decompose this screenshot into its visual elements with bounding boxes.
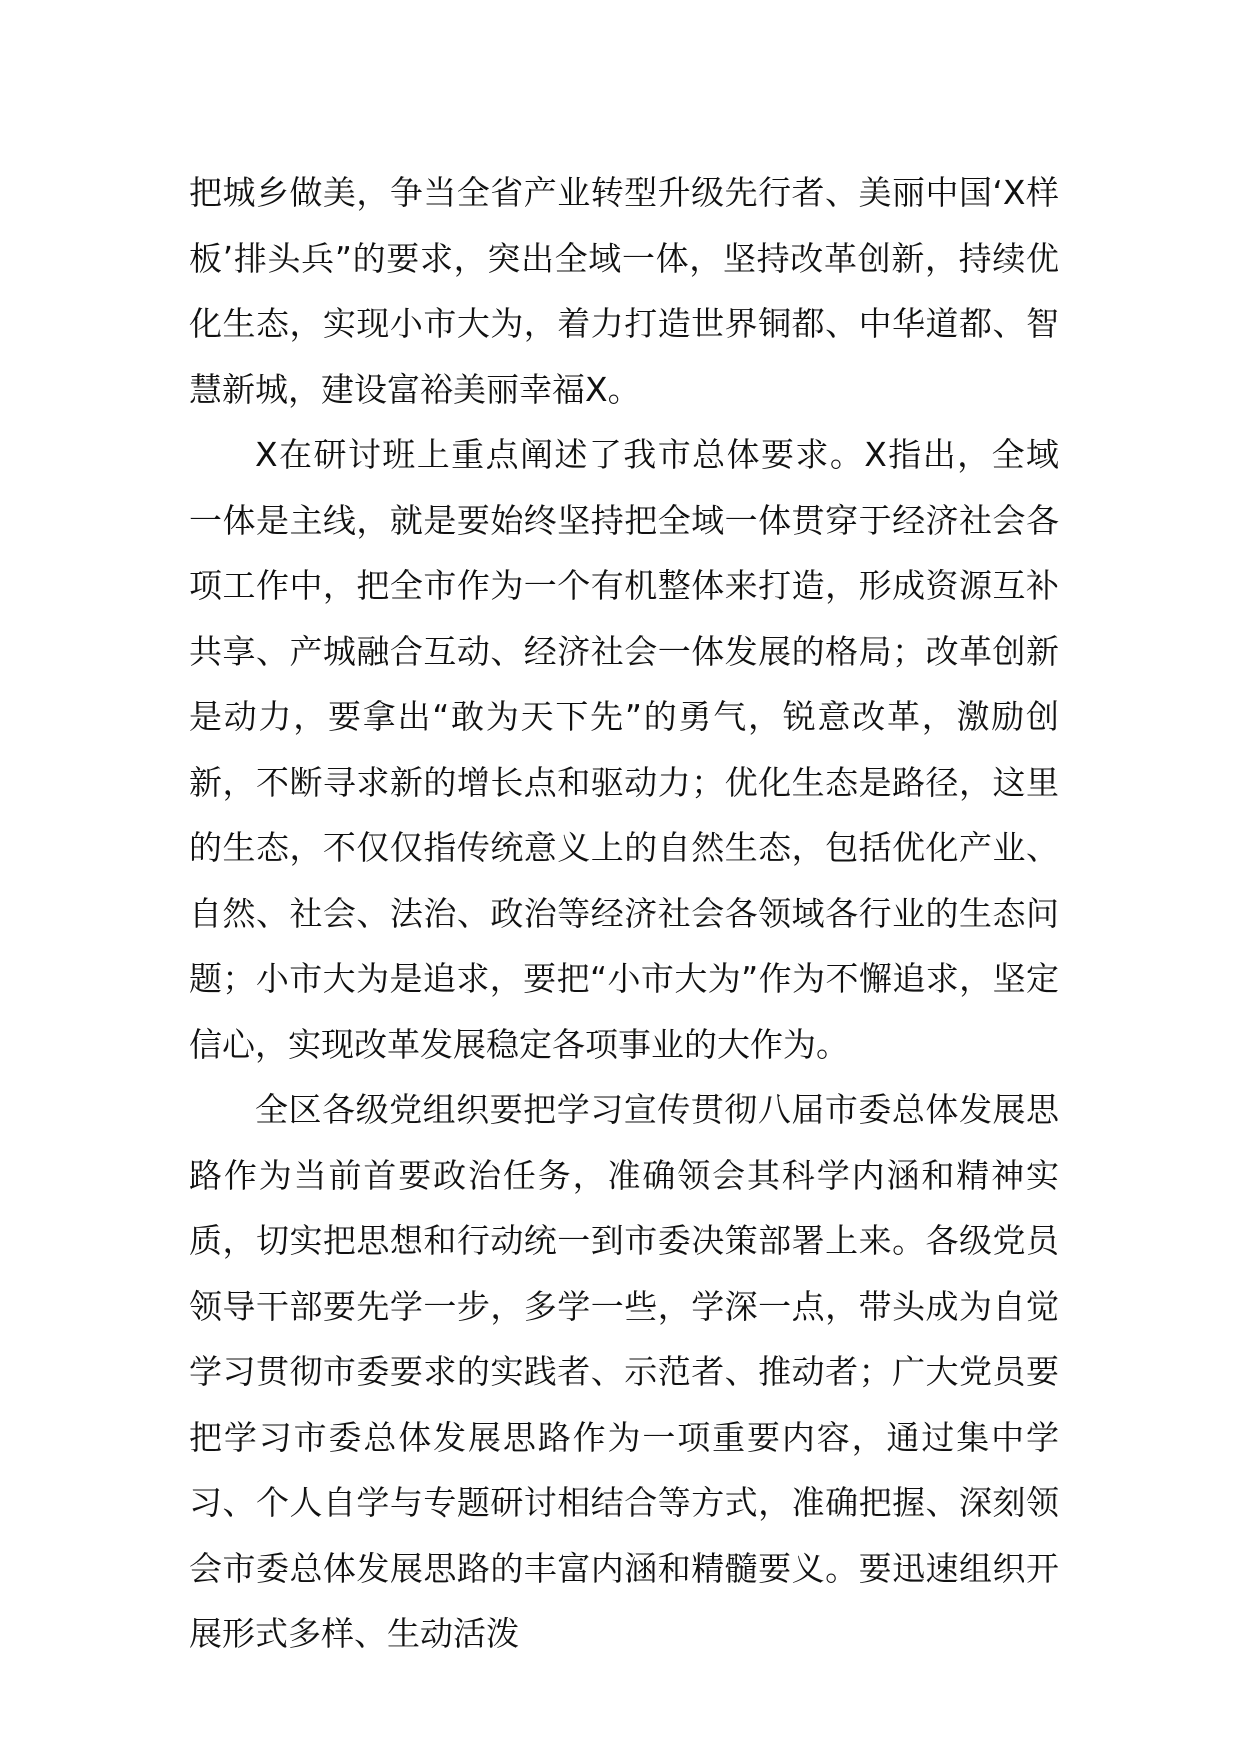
paragraph-2: X在研讨班上重点阐述了我市总体要求。X指出，全域一体是主线，就是要始终坚持把全域一体贯穿于经济社会各项工作中，把全市作为一个有机整体来打造，形成资源互补共享、产城融合互动、经济社会一体发展的格局；改革创新是动力，要拿出“敢为天下先”的勇气，锐意改革，激励创新，不断寻求新的增长点和驱动力；优化生态是路径，这里的生态，不仅仅指传统意义上的自然生态，包括优化产业、自然、社会、法治、政治等经济社会各领域各行业的生态问题；小市大为是追求，要把“小市大为”作为不懈追求，坚定信心，实现改革发展稳定各项事业的大作为。 — [189, 435, 1059, 1064]
paragraph-3: 全区各级党组织要把学习宣传贯彻八届市委总体发展思路作为当前首要政治任务，准确领会其科学内涵和精神实质，切实把思想和行动统一到市委决策部署上来。各级党员领导干部要先学一步，多学一些，学深一点，带头成为自觉学习贯彻市委要求的实践者、示范者、推动者；广大党员要把学习市委总体发展思路作为一项重要内容，通过集中学习、个人自学与专题研讨相结合等方式，准确把握、深刻领会市委总体发展思路的丰富内涵和精髓要义。要迅速组织开展形式多样、生动活泼 — [189, 1090, 1059, 1653]
document-body — [189, 160, 1059, 1667]
paragraph-1: 把城乡做美，争当全省产业转型升级先行者、美丽中国‘X样板’排头兵”的要求，突出全域一体，坚持改革创新，持续优化生态，实现小市大为，着力打造世界铜都、中华道都、智慧新城，建设富裕美丽幸福X。 — [189, 173, 1059, 409]
